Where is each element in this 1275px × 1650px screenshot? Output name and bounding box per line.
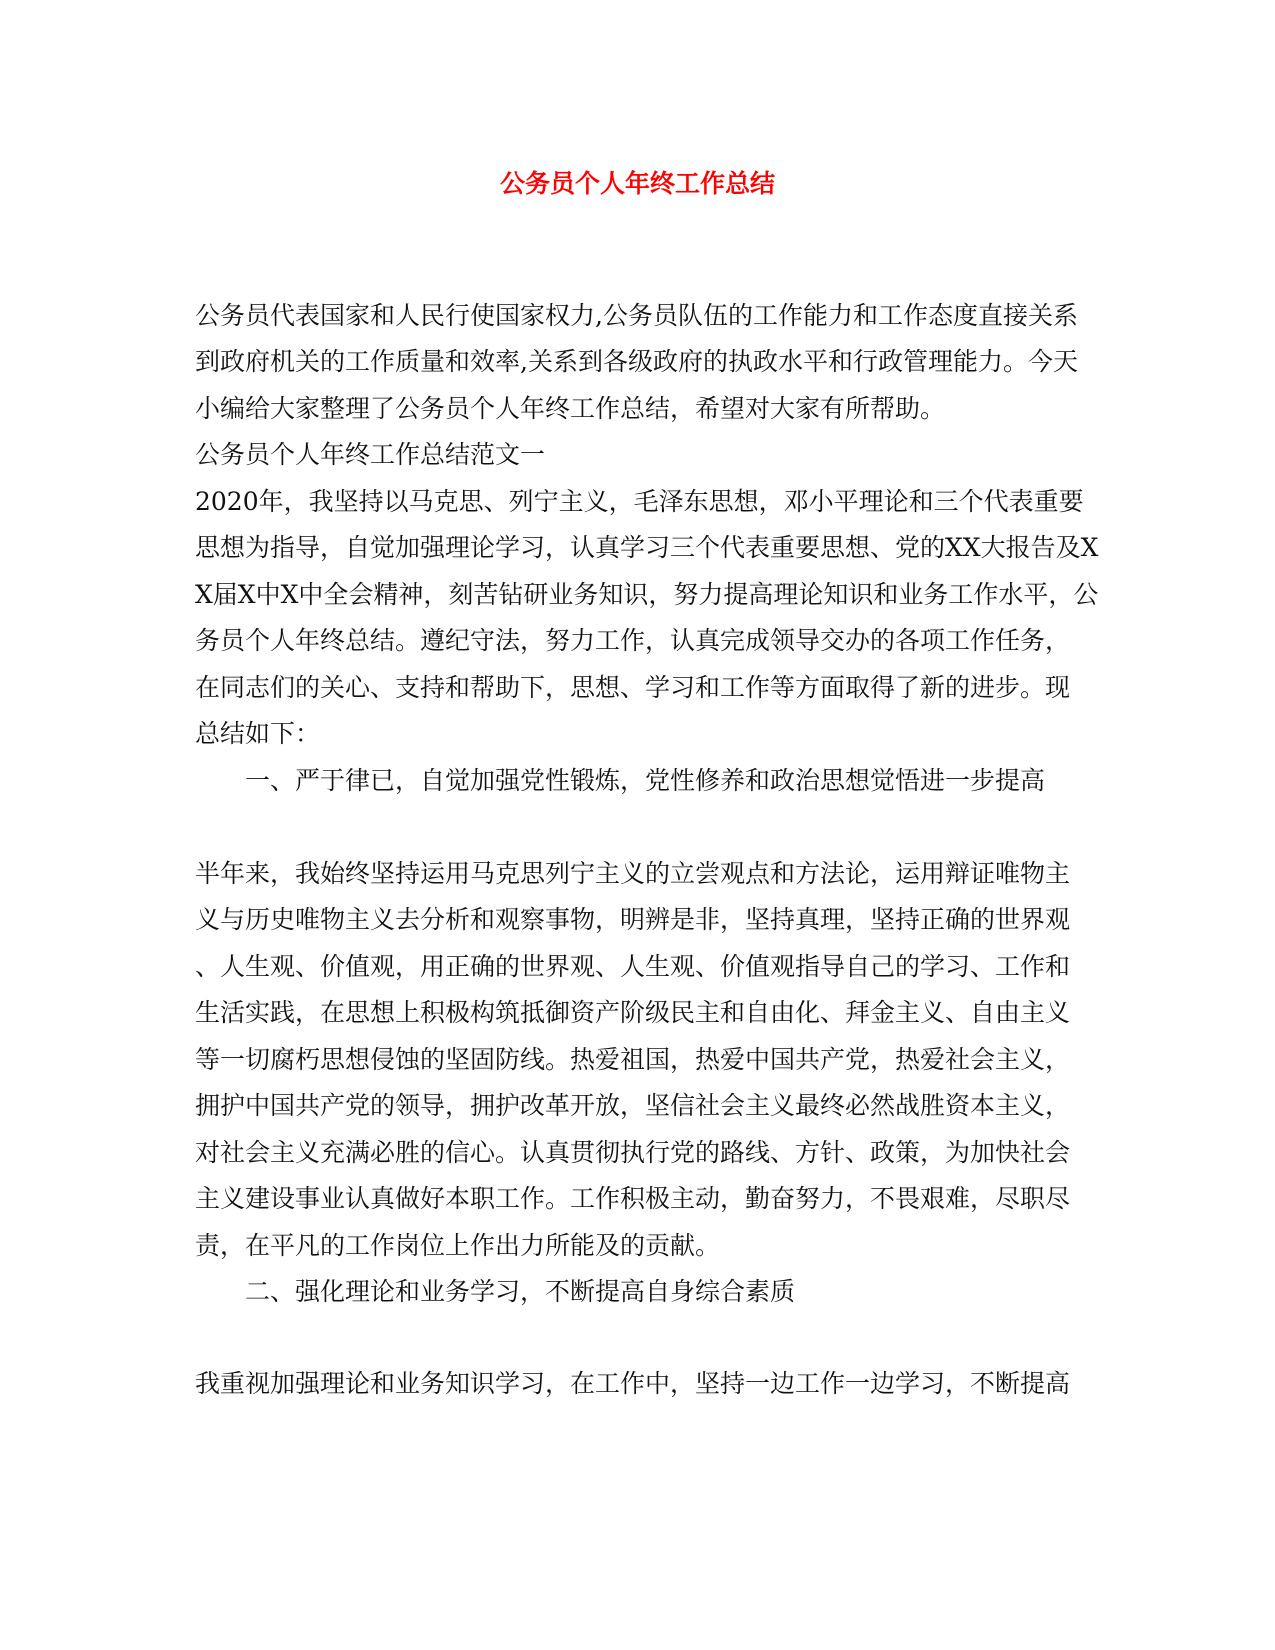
- para3-line-1: 我重视加强理论和业务知识学习，在工作中，坚持一边工作一边学习，不断提高: [195, 1369, 1071, 1398]
- document-title: 公务员个人年终工作总结: [499, 169, 775, 198]
- intro-line-3: 小编给大家整理了公务员个人年终工作总结，希望对大家有所帮助。: [195, 394, 946, 423]
- para2-line-3: 、人生观、价值观，用正确的世界观、人生观、价值观指导自己的学习、工作和: [195, 952, 1071, 981]
- para1-line-3: X届X中X中全会精神，刻苦钻研业务知识，努力提高理论知识和业务工作水平，公: [195, 580, 1099, 609]
- para1-line-6: 总结如下：: [195, 719, 321, 748]
- para1-line-5: 在同志们的关心、支持和帮助下，思想、学习和工作等方面取得了新的进步。现: [195, 673, 1071, 702]
- para2-line-5: 等一切腐朽思想侵蚀的坚固防线。热爱祖国，热爱中国共产党，热爱社会主义，: [195, 1045, 1071, 1074]
- para1-line-4: 务员个人年终总结。遵纪守法，努力工作，认真完成领导交办的各项工作任务，: [195, 626, 1071, 655]
- para2-line-1: 半年来，我始终坚持运用马克思列宁主义的立尝观点和方法论，运用辩证唯物主: [195, 859, 1071, 888]
- intro-line-2: 到政府机关的工作质量和效率,关系到各级政府的执政水平和行政管理能力。今天: [195, 347, 1078, 376]
- intro-line-1: 公务员代表国家和人民行使国家权力,公务员队伍的工作能力和工作态度直接关系: [195, 301, 1078, 330]
- para2-line-9: 责，在平凡的工作岗位上作出力所能及的贡献。: [195, 1231, 721, 1260]
- para2-line-8: 主义建设事业认真做好本职工作。工作积极主动，勤奋努力，不畏艰难，尽职尽: [195, 1184, 1071, 1213]
- section1-heading: 一、严于律已，自觉加强党性锻炼，党性修养和政治思想觉悟进一步提高: [245, 766, 1046, 795]
- para1-line-2: 思想为指导，自觉加强理论学习，认真学习三个代表重要思想、党的XX大报告及X: [195, 533, 1099, 562]
- para1-line-1: 2020年，我坚持以马克思、列宁主义，毛泽东思想，邓小平理论和三个代表重要: [195, 487, 1084, 516]
- para2-line-7: 对社会主义充满必胜的信心。认真贯彻执行党的路线、方针、政策，为加快社会: [195, 1138, 1071, 1167]
- para2-line-2: 义与历史唯物主义去分析和观察事物，明辨是非，坚持真理，坚持正确的世界观: [195, 905, 1071, 934]
- para2-line-6: 拥护中国共产党的领导，拥护改革开放，坚信社会主义最终必然战胜资本主义，: [195, 1091, 1071, 1120]
- section2-heading: 二、强化理论和业务学习，不断提高自身综合素质: [245, 1277, 796, 1306]
- sample-heading: 公务员个人年终工作总结范文一: [195, 440, 546, 469]
- para2-line-4: 生活实践，在思想上积极构筑抵御资产阶级民主和自由化、拜金主义、自由主义: [195, 998, 1071, 1027]
